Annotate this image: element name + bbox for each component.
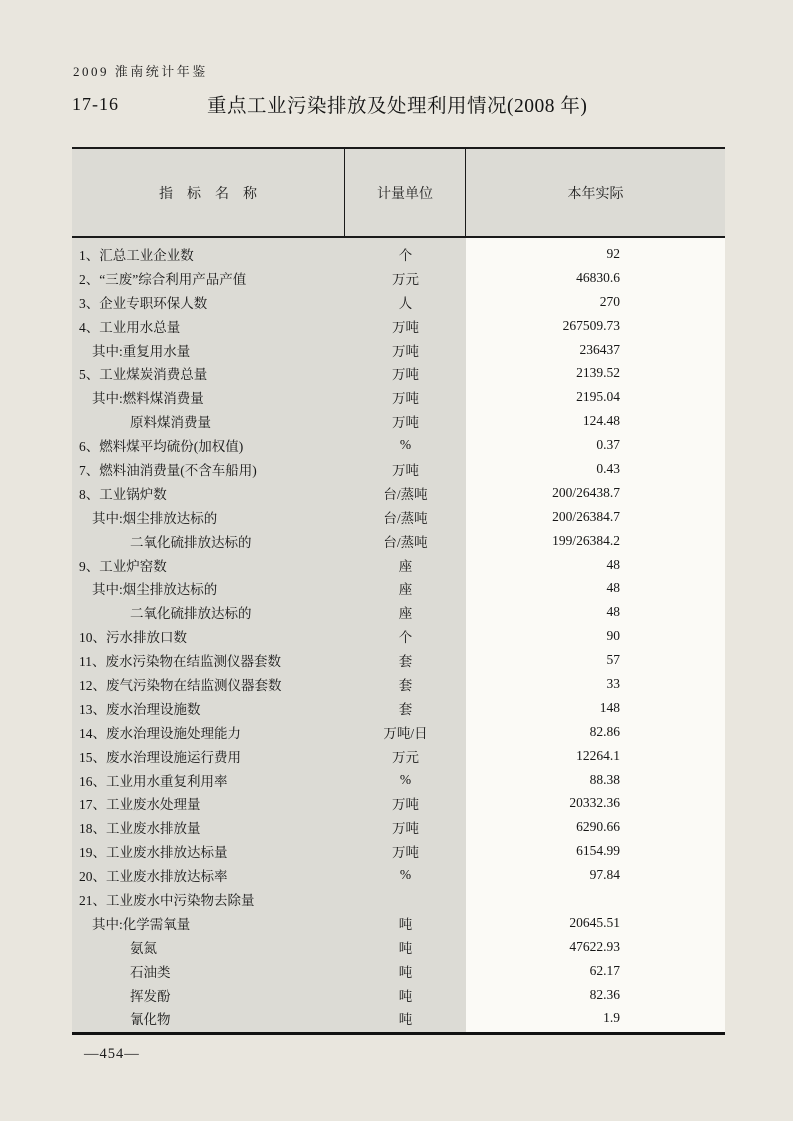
current-year-value: 2195.04 — [576, 389, 620, 405]
indicator-name: 18、工业废水排放量 — [79, 821, 201, 837]
unit-of-measure: 万元 — [392, 749, 419, 765]
current-year-value: 47622.93 — [569, 938, 620, 954]
unit-of-measure: 吨 — [398, 988, 413, 1004]
indicator-name: 1、汇总工业企业数 — [79, 247, 194, 263]
indicator-name: 5、工业煤炭消费总量 — [79, 367, 208, 383]
unit-of-measure: 万吨 — [392, 821, 419, 837]
unit-of-measure: 台/蒸吨 — [383, 486, 428, 502]
current-year-value: 200/26384.7 — [552, 508, 620, 524]
column-header-indicator-name: 指 标 名 称 — [72, 149, 345, 236]
current-year-value: 90 — [606, 628, 620, 644]
indicator-name: 6、燃料煤平均硫份(加权值) — [79, 439, 244, 455]
column-header-current-year-actual: 本年实际 — [567, 186, 624, 202]
current-year-value: 270 — [599, 293, 620, 309]
table-row — [72, 839, 725, 863]
unit-of-measure: 万吨 — [392, 343, 419, 359]
table-row — [72, 600, 725, 624]
table-row — [72, 481, 725, 505]
indicator-name: 4、工业用水总量 — [79, 319, 181, 335]
table-row — [72, 576, 725, 600]
indicator-name: 2、“三废”综合利用产品产值 — [79, 271, 247, 287]
unit-of-measure: 万吨 — [392, 415, 419, 431]
unit-of-measure: 万吨 — [392, 797, 419, 813]
table-row — [72, 672, 725, 696]
indicator-name: 二氧化硫排放达标的 — [130, 606, 252, 622]
current-year-value: 12264.1 — [576, 747, 620, 763]
table-row — [72, 983, 725, 1007]
indicator-name: 9、工业炉窑数 — [79, 558, 167, 574]
table-row — [72, 338, 725, 362]
current-year-value: 48 — [606, 604, 620, 620]
table-row — [72, 959, 725, 983]
table-row — [72, 457, 725, 481]
table-row — [72, 1007, 725, 1031]
table-row — [72, 433, 725, 457]
indicator-name: 3、企业专职环保人数 — [79, 295, 208, 311]
unit-of-measure: 套 — [398, 677, 413, 693]
indicator-name: 8、工业锅炉数 — [79, 486, 167, 502]
table-row — [72, 529, 725, 553]
table-row — [72, 863, 725, 887]
indicator-name: 12、废气污染物在结监测仪器套数 — [79, 677, 282, 693]
indicator-name: 其中:烟尘排放达标的 — [92, 582, 218, 598]
table-row — [72, 887, 725, 911]
current-year-value: 20332.36 — [569, 795, 620, 811]
indicator-name: 二氧化硫排放达标的 — [130, 534, 252, 550]
table-row — [72, 744, 725, 768]
current-year-value: 33 — [606, 675, 620, 691]
unit-of-measure: 座 — [398, 606, 413, 622]
current-year-value: 236437 — [579, 341, 620, 357]
table-row — [72, 314, 725, 338]
current-year-value: 62.17 — [589, 962, 620, 978]
current-year-value: 20645.51 — [569, 914, 620, 930]
indicator-name: 其中:烟尘排放达标的 — [92, 510, 218, 526]
table-row — [72, 696, 725, 720]
table-header-row — [72, 147, 725, 238]
indicator-name: 13、废水治理设施数 — [79, 701, 201, 717]
unit-of-measure: 万吨 — [392, 845, 419, 861]
table-row — [72, 720, 725, 744]
unit-of-measure: % — [399, 771, 412, 787]
table-row — [72, 266, 725, 290]
current-year-value: 82.36 — [589, 986, 620, 1002]
indicator-name: 20、工业废水排放达标率 — [79, 869, 228, 885]
current-year-value: 48 — [606, 556, 620, 572]
unit-of-measure: 万元 — [392, 271, 419, 287]
current-year-value: 6290.66 — [576, 819, 620, 835]
unit-of-measure: 吨 — [398, 916, 413, 932]
current-year-value: 199/26384.2 — [552, 532, 620, 548]
current-year-value: 2139.52 — [576, 365, 620, 381]
unit-of-measure: 套 — [398, 701, 413, 717]
indicator-name: 17、工业废水处理量 — [79, 797, 201, 813]
indicator-name: 其中:化学需氧量 — [92, 916, 191, 932]
indicator-name: 其中:燃料煤消费量 — [92, 391, 204, 407]
table-title-row — [72, 90, 725, 122]
statistics-table — [72, 147, 725, 1035]
indicator-name: 氰化物 — [130, 1012, 171, 1028]
current-year-value: 92 — [606, 245, 620, 261]
current-year-value: 200/26438.7 — [552, 484, 620, 500]
indicator-name: 原料煤消费量 — [130, 415, 211, 431]
indicator-name: 挥发酚 — [130, 988, 171, 1004]
table-row — [72, 624, 725, 648]
table-row — [72, 815, 725, 839]
table-row — [72, 791, 725, 815]
unit-of-measure: 人 — [398, 295, 413, 311]
current-year-value: 1.9 — [603, 1010, 620, 1026]
current-year-value: 88.38 — [589, 771, 620, 787]
unit-of-measure: 万吨 — [392, 367, 419, 383]
unit-of-measure: 台/蒸吨 — [383, 510, 428, 526]
yearbook-header: 2009 淮南统计年鉴 — [73, 64, 208, 79]
unit-of-measure: 吨 — [398, 964, 413, 980]
table-row — [72, 290, 725, 314]
table-row — [72, 385, 725, 409]
indicator-name: 石油类 — [130, 964, 171, 980]
unit-of-measure: 个 — [398, 247, 413, 263]
indicator-name: 氨氮 — [130, 940, 157, 956]
table-number: 17-16 — [72, 94, 119, 114]
indicator-name: 7、燃料油消费量(不含车船用) — [79, 462, 257, 478]
column-header-unit: 计量单位 — [345, 149, 466, 236]
unit-of-measure: % — [399, 867, 412, 883]
unit-of-measure: 台/蒸吨 — [383, 534, 428, 550]
unit-of-measure: 吨 — [398, 1012, 413, 1028]
current-year-value: 46830.6 — [576, 269, 620, 285]
table-body — [72, 238, 725, 1035]
page-number: —454— — [84, 1046, 140, 1062]
table-row — [72, 505, 725, 529]
indicator-name: 11、废水污染物在结监测仪器套数 — [79, 654, 281, 670]
indicator-name: 15、废水治理设施运行费用 — [79, 749, 241, 765]
indicator-name: 10、污水排放口数 — [79, 630, 187, 646]
unit-of-measure: 万吨 — [392, 391, 419, 407]
indicator-name: 21、工业废水中污染物去除量 — [79, 892, 255, 908]
table-row — [72, 361, 725, 385]
table-row — [72, 768, 725, 792]
unit-of-measure: 万吨/日 — [383, 725, 428, 741]
table-row — [72, 553, 725, 577]
unit-of-measure: 万吨 — [392, 462, 419, 478]
table-row — [72, 935, 725, 959]
indicator-name: 16、工业用水重复利用率 — [79, 773, 228, 789]
unit-of-measure: 座 — [398, 582, 413, 598]
current-year-value: 6154.99 — [576, 843, 620, 859]
unit-of-measure: 万吨 — [392, 319, 419, 335]
current-year-value: 267509.73 — [562, 317, 620, 333]
current-year-value: 0.37 — [596, 437, 620, 453]
current-year-value: 97.84 — [589, 867, 620, 883]
table-title: 重点工业污染排放及处理利用情况(2008 年) — [207, 96, 588, 117]
current-year-value: 0.43 — [596, 460, 620, 476]
indicator-name: 14、废水治理设施处理能力 — [79, 725, 241, 741]
current-year-value: 148 — [599, 699, 620, 715]
unit-of-measure: % — [399, 437, 412, 453]
unit-of-measure: 套 — [398, 654, 413, 670]
table-row — [72, 409, 725, 433]
current-year-value: 57 — [606, 652, 620, 668]
table-row — [72, 911, 725, 935]
current-year-value: 82.86 — [589, 723, 620, 739]
indicator-name: 19、工业废水排放达标量 — [79, 845, 228, 861]
current-year-value: 48 — [606, 580, 620, 596]
table-row — [72, 242, 725, 266]
table-row — [72, 648, 725, 672]
unit-of-measure: 座 — [398, 558, 413, 574]
indicator-name: 其中:重复用水量 — [92, 343, 191, 359]
unit-of-measure: 个 — [398, 630, 413, 646]
unit-of-measure: 吨 — [398, 940, 413, 956]
current-year-value: 124.48 — [582, 413, 620, 429]
